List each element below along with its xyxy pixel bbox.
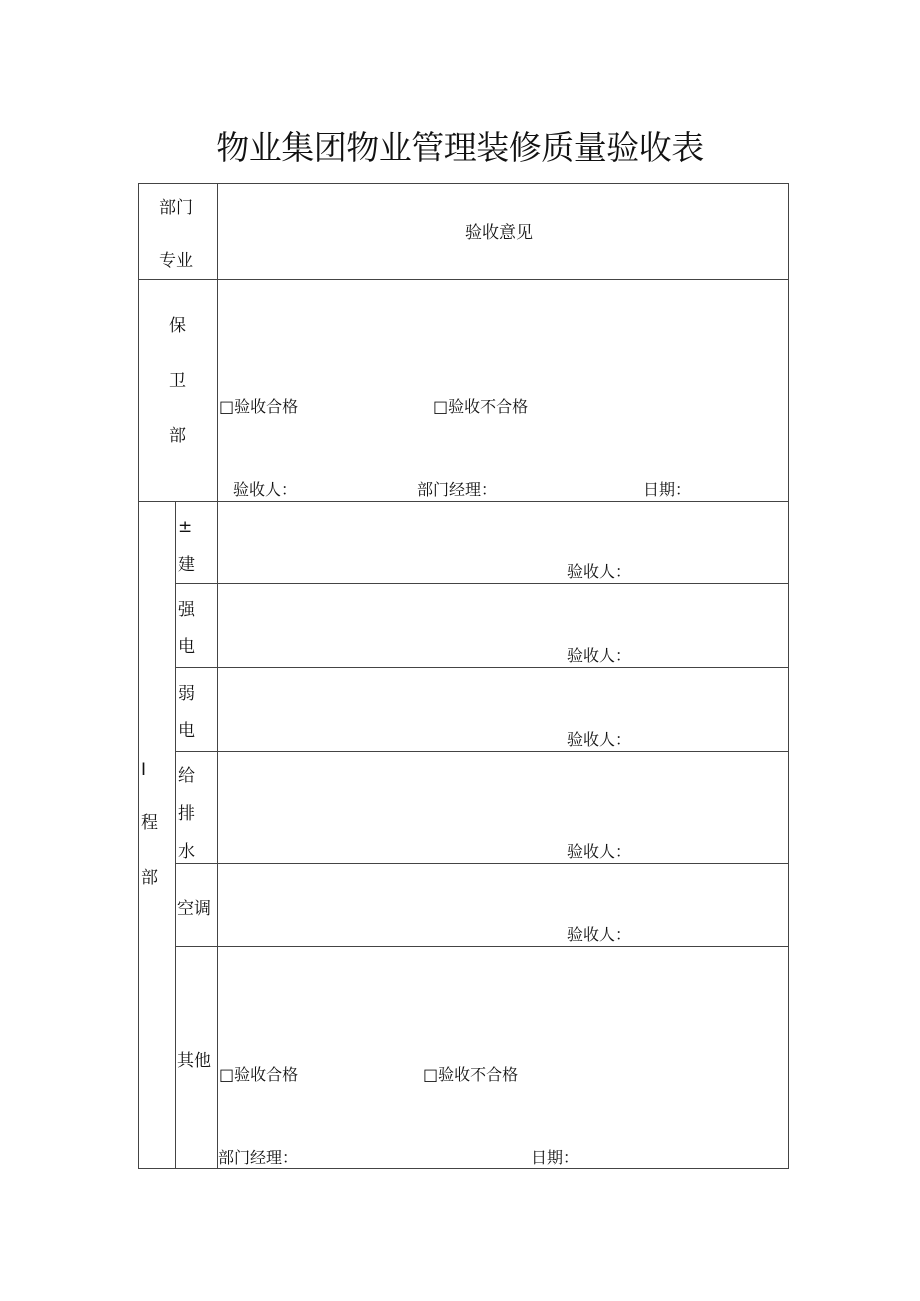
security-dept-char-2: 卫 [169, 371, 186, 391]
column-divider-engineering [175, 501, 176, 1169]
other-date-label: 日期： [531, 1148, 580, 1167]
weak-current-inspector-label: 验收人： [567, 730, 632, 749]
weak-current-label-char-1: 弱 [178, 684, 195, 704]
civil-label-char-1: ± [178, 517, 193, 537]
weak-current-label-char-2: 电 [178, 721, 195, 741]
row-divider-civil [175, 583, 789, 584]
security-fail-checkbox[interactable]: □验收不合格 [433, 397, 529, 416]
plumbing-inspector-label: 验收人： [567, 842, 632, 861]
opinion-header-label: 验收意见 [465, 223, 533, 243]
row-divider-strong-current [175, 667, 789, 668]
plumbing-label-char-1: 给 [178, 766, 195, 786]
table-border-left [138, 183, 139, 1169]
civil-label-char-2: 建 [178, 555, 195, 575]
engineering-dept-char-2: 程 [141, 813, 158, 833]
civil-inspector-label: 验收人： [567, 562, 632, 581]
security-dept-char-1: 保 [169, 316, 186, 336]
row-divider-hvac [175, 946, 789, 947]
strong-current-label-char-1: 强 [178, 600, 195, 620]
other-label: 其他 [177, 1051, 211, 1071]
hvac-inspector-label: 验收人： [567, 925, 632, 944]
strong-current-label-char-2: 电 [178, 637, 195, 657]
form-title: 物业集团物业管理装修质量验收表 [216, 128, 704, 167]
other-fail-checkbox[interactable]: □验收不合格 [423, 1065, 519, 1084]
table-border-bottom [138, 1168, 789, 1169]
specialty-header-label: 专业 [159, 251, 193, 271]
security-inspector-label: 验收人： [233, 480, 298, 499]
row-divider-header [138, 279, 789, 280]
hvac-label: 空调 [177, 899, 211, 919]
security-manager-label: 部门经理： [417, 480, 498, 499]
dept-header-label: 部门 [159, 198, 193, 218]
other-pass-checkbox[interactable]: □验收合格 [219, 1065, 299, 1084]
row-divider-plumbing [175, 863, 789, 864]
plumbing-label-char-3: 水 [178, 842, 195, 862]
column-divider-label [217, 183, 218, 1169]
row-divider-weak-current [175, 751, 789, 752]
table-border-top [138, 183, 789, 184]
row-divider-security [138, 501, 789, 502]
security-date-label: 日期： [643, 480, 692, 499]
security-dept-char-3: 部 [169, 426, 186, 446]
table-border-right [788, 183, 789, 1169]
engineering-dept-char-1: I [141, 760, 147, 780]
engineering-dept-char-3: 部 [141, 868, 158, 888]
security-pass-checkbox[interactable]: □验收合格 [219, 397, 299, 416]
plumbing-label-char-2: 排 [178, 804, 195, 824]
other-manager-label: 部门经理： [218, 1148, 299, 1167]
strong-current-inspector-label: 验收人： [567, 646, 632, 665]
